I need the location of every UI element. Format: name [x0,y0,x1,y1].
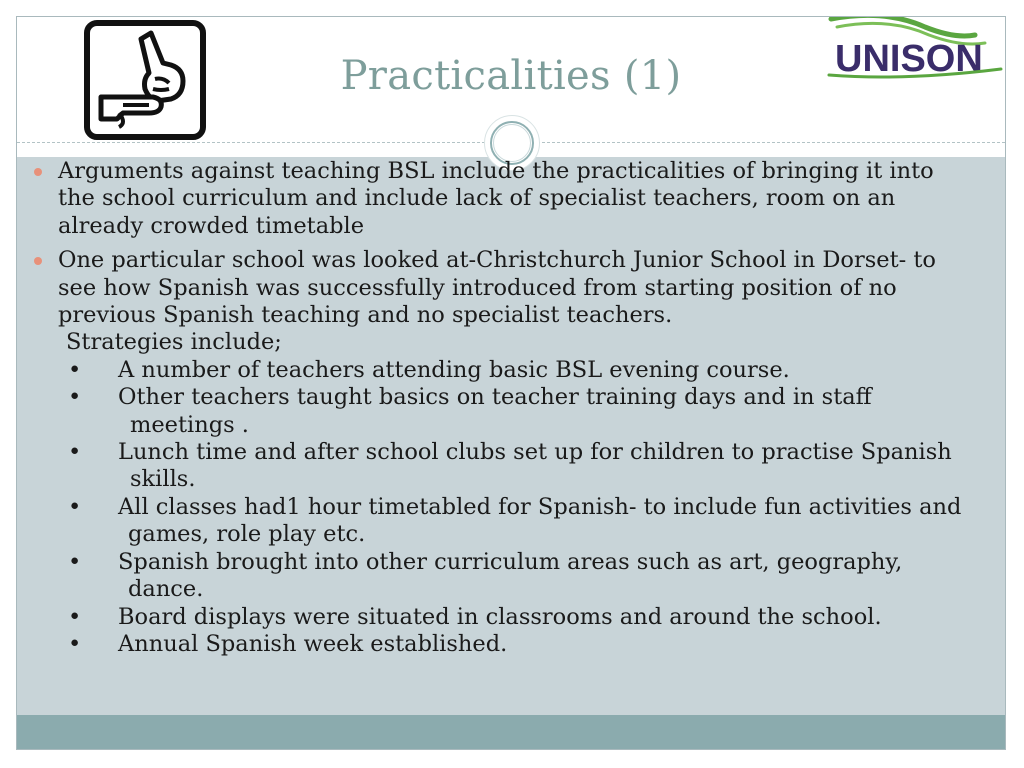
sub-list-item [58,357,974,384]
bullet-text: Arguments against teaching BSL include the practicalities of bringing it into the school curriculum and include lack of specialist teachers, room on an already crowded timetable [58,158,934,239]
sub-list-item [58,604,974,631]
sub-item-text: Board displays were situated in classrooms and around the school. [118,603,882,630]
sub-list-item [58,494,974,549]
slide-body [34,158,974,665]
sub-list-item [58,631,974,658]
sub-item-text: All classes had1 hour timetabled for Spanish- to include fun activities and games, role play etc. [118,493,962,548]
slide-title: Practicalities (1) [340,53,682,99]
sub-list-item [58,549,974,604]
footer-band [17,715,1005,750]
sub-bullet-marker: • [68,384,82,411]
sub-bullet-marker: • [68,548,82,575]
strategies-label: Strategies include; [66,329,282,356]
sub-item-text: Lunch time and after school clubs set up for children to practise Spanish skills. [118,439,952,493]
bullet-dot-icon [34,257,42,265]
sub-bullet-marker: • [68,356,82,383]
sub-item-text: A number of teachers attending basic BSL evening course. [118,356,790,383]
sub-bullet-marker: • [68,630,82,657]
sub-bullet-marker: • [68,493,82,520]
sub-list-item [58,384,974,439]
sub-list-item [58,439,974,494]
ornament-ring-inner [493,124,531,162]
sub-item-text: Annual Spanish week established. [118,630,508,657]
bullet-dot-icon [34,168,42,176]
sub-bullet-marker: • [68,439,82,466]
bullet-item [34,247,974,658]
unison-logo [825,16,1005,79]
sub-bullet-marker: • [68,603,82,630]
sub-item-text: Other teachers taught basics on teacher training days and in staff meetings . [118,384,872,438]
unison-logo-text: UNISON [835,38,983,79]
bullet-text: One particular school was looked at-Christchurch Junior School in Dorset- to see how Spanish was successfully introduced from starting position of no previous Spanish teaching and no specialist teachers. [58,247,936,329]
sub-item-text: Spanish brought into other curriculum areas such as art, geography, dance. [118,548,903,603]
bullet-item [34,158,974,240]
